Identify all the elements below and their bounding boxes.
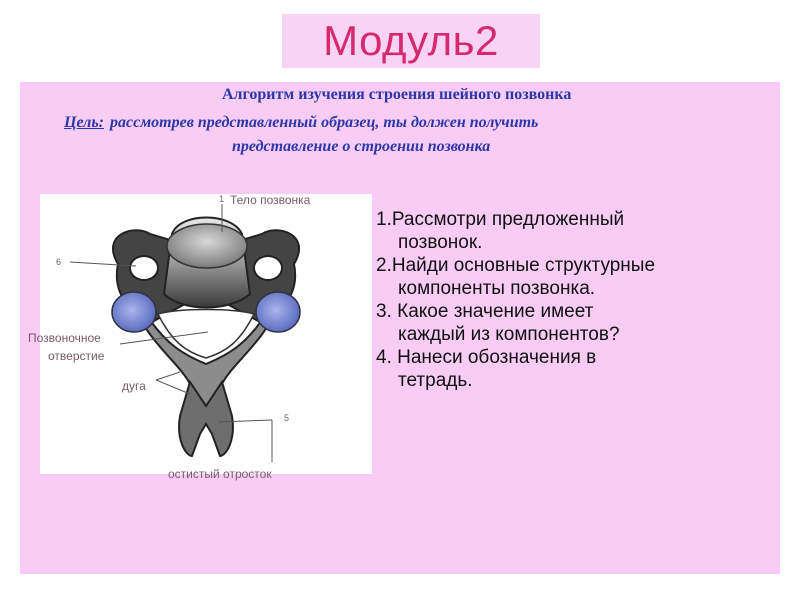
step-item [376, 300, 776, 346]
left-articular-facet [112, 292, 156, 332]
label-vertebral-body: Тело позвонка [230, 193, 311, 207]
step-text-cont: компоненты позвонка. [398, 278, 596, 299]
step-text: 4. Нанеси обозначения в [376, 347, 597, 368]
algorithm-heading: Алгоритм изучения строения шейного позвонка [222, 86, 572, 103]
step-item [376, 254, 776, 300]
steps-list [376, 208, 776, 392]
goal-text-line2: представление о строении позвонка [232, 138, 491, 155]
right-articular-facet [256, 292, 300, 332]
goal-line [64, 114, 538, 132]
slide-title-box [282, 14, 540, 68]
step-text: 1.Рассмотри предложенный [376, 209, 625, 230]
figure-number-5: 5 [284, 413, 290, 423]
step-item [376, 208, 776, 254]
step-text: 2.Найди основные структурные [376, 255, 656, 276]
step-text: 3. Какое значение имеет [376, 301, 594, 322]
figure-number-6: 6 [56, 257, 62, 267]
label-arch: дуга [122, 379, 146, 393]
step-text-cont: каждый из компонентов? [398, 324, 620, 345]
step-item [376, 346, 776, 392]
step-text-cont: позвонок. [398, 232, 483, 253]
vertebra-figure [28, 193, 372, 481]
label-foramen-line1: Позвоночное [28, 331, 101, 345]
step-text-cont: тетрадь. [398, 370, 473, 391]
slide-title: Модуль2 [323, 17, 499, 64]
figure-number-1: 1 [219, 194, 225, 204]
label-foramen-line2: отверстие [48, 349, 105, 363]
label-spinous-process: остистый отросток [168, 467, 272, 481]
goal-text-line1: рассмотрев представленный образец, ты должен получить [110, 114, 539, 131]
goal-label: Цель: [64, 114, 104, 131]
